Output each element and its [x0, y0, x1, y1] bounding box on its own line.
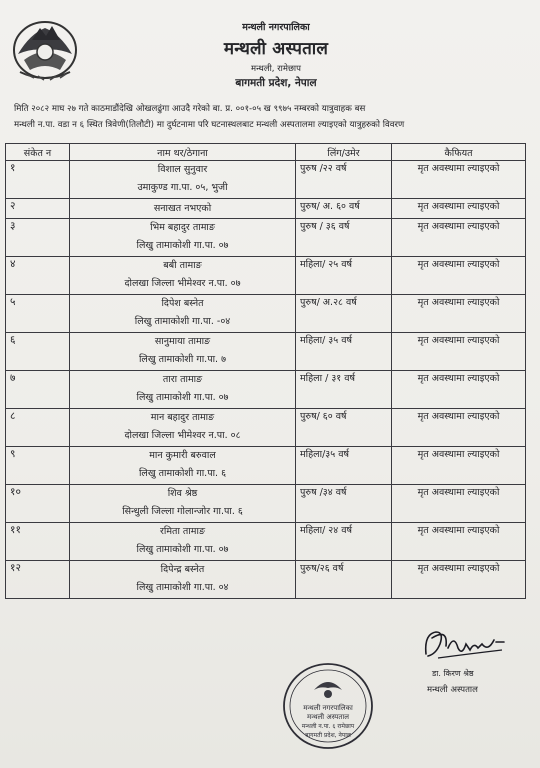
row-name: विशाल सुनुवार [157, 164, 208, 175]
row-gender-age: पुरुष/ ६० वर्ष [296, 409, 392, 447]
row-remarks: मृत अवस्थामा ल्याइएको [392, 485, 526, 523]
intro-line-1: मिति २०८२ माघ २७ गते काठमाडौंदेखि ओखलढुंगा आउदै गरेको बा. प्र. ००१-०५ ख ९९७५ नम्बरको यात्रुवाहक बस [14, 104, 366, 114]
row-name: रमिता तामाङ [160, 526, 205, 537]
row-name: भिम बहादुर तामाङ [150, 222, 215, 233]
header-name: नाम थर/ठेगाना [70, 144, 296, 161]
official-stamp [280, 660, 376, 752]
table-row [6, 295, 526, 333]
row-name: बबी तामाङ [163, 260, 202, 271]
row-name-address [70, 219, 296, 257]
table-row [6, 257, 526, 295]
row-sn: १ [6, 161, 70, 199]
row-remarks: मृत अवस्थामा ल्याइएको [392, 561, 526, 599]
header-remarks: कैफियत [392, 144, 526, 161]
table-row [6, 447, 526, 485]
table-row [6, 409, 526, 447]
row-name: मान बहादुर तामाङ [150, 412, 215, 423]
row-address: उमाकुण्ड गा.पा. ०५, भुजी [137, 182, 228, 193]
header-age: लिंग/उमेर [296, 144, 392, 161]
table-row [6, 199, 526, 219]
row-sn: ६ [6, 333, 70, 371]
row-remarks: मृत अवस्थामा ल्याइएको [392, 409, 526, 447]
row-remarks: मृत अवस्थामा ल्याइएको [392, 523, 526, 561]
row-address: लिखु तामाकोशी गा.पा. ०४ [136, 582, 229, 593]
row-gender-age: महिला / ३१ वर्ष [296, 371, 392, 409]
row-name: दिपेन्द्र बस्नेत [160, 564, 205, 575]
row-gender-age: महिला/ ३५ वर्ष [296, 333, 392, 371]
table-row [6, 219, 526, 257]
row-gender-age: पुरुष / ३६ वर्ष [296, 219, 392, 257]
row-sn: ४ [6, 257, 70, 295]
row-sn: ८ [6, 409, 70, 447]
row-name: तारा तामाङ [162, 374, 203, 385]
row-name-address [70, 161, 296, 199]
row-remarks: मृत अवस्थामा ल्याइएको [392, 447, 526, 485]
row-sn: १२ [6, 561, 70, 599]
row-gender-age: महिला/३५ वर्ष [296, 447, 392, 485]
row-name: सानुमाया तामाङ [154, 336, 211, 347]
row-gender-age: पुरुष/ अ.२८ वर्ष [296, 295, 392, 333]
row-sn: १० [6, 485, 70, 523]
casualty-table [5, 143, 526, 599]
signatory-title: मन्थली अस्पताल [427, 685, 478, 695]
row-name-address [70, 447, 296, 485]
signature-mark [418, 624, 510, 664]
row-address: दोलखा जिल्ला भीमेश्वर न.पा. ०८ [124, 430, 241, 441]
row-remarks: मृत अवस्थामा ल्याइएको [392, 295, 526, 333]
row-name-address [70, 485, 296, 523]
intro-line-2: मन्थली न.पा. वडा न ६ स्थित त्रिवेणी(तिलौटी) मा दुर्घटनामा परि घटनास्थलबाट मन्थली अस्पतालमा ल्याइएको यात्रुहरुको विवरण [14, 120, 405, 130]
row-gender-age: पुरुष/ अ. ६० वर्ष [296, 199, 392, 219]
row-name-address [70, 523, 296, 561]
row-gender-age: पुरुष/२६ वर्ष [296, 561, 392, 599]
row-address: लिखु तामाकोशी गा.पा. ०७ [136, 392, 229, 403]
row-address: लिखु तामाकोशी गा.पा. ०७ [136, 240, 229, 251]
row-remarks: मृत अवस्थामा ल्याइएको [392, 333, 526, 371]
row-name: मान कुमारी बरुवाल [149, 450, 216, 461]
row-name-address [70, 409, 296, 447]
hospital-address: मन्थली, रामेछाप [251, 64, 301, 74]
svg-text:मन्थली न.पा. ६ रामेछाप: मन्थली न.पा. ६ रामेछाप [301, 723, 355, 730]
table-row [6, 371, 526, 409]
row-sn: २ [6, 199, 70, 219]
table-row [6, 333, 526, 371]
row-sn: ११ [6, 523, 70, 561]
row-sn: ३ [6, 219, 70, 257]
table-row [6, 161, 526, 199]
row-remarks: मृत अवस्थामा ल्याइएको [392, 219, 526, 257]
table-row [6, 561, 526, 599]
row-remarks: मृत अवस्थामा ल्याइएको [392, 257, 526, 295]
row-name-address [70, 199, 296, 219]
row-name: शिव श्रेष्ठ [167, 488, 198, 499]
row-name-address [70, 371, 296, 409]
svg-text:बागमती प्रदेश, नेपाल: बागमती प्रदेश, नेपाल [305, 732, 351, 739]
row-remarks: मृत अवस्थामा ल्याइएको [392, 161, 526, 199]
row-gender-age: महिला/ २५ वर्ष [296, 257, 392, 295]
row-address: दोलखा जिल्ला भीमेश्वर न.पा. ०७ [124, 278, 241, 289]
header-sn: संकेत न [6, 144, 70, 161]
row-sn: ७ [6, 371, 70, 409]
row-sn: ९ [6, 447, 70, 485]
row-sn: ५ [6, 295, 70, 333]
row-name-address [70, 333, 296, 371]
row-address: लिखु तामाकोशी गा.पा. ७ [138, 354, 227, 365]
row-gender-age: पुरुष /३४ वर्ष [296, 485, 392, 523]
row-address: लिखु तामाकोशी गा.पा. ०७ [136, 544, 229, 555]
row-name-address [70, 295, 296, 333]
svg-text:मन्थली नगरपालिका: मन्थली नगरपालिका [303, 704, 353, 712]
row-name-address [70, 257, 296, 295]
row-name: दिपेश बस्नेत [161, 298, 204, 309]
row-remarks: मृत अवस्थामा ल्याइएको [392, 199, 526, 219]
row-remarks: मृत अवस्थामा ल्याइएको [392, 371, 526, 409]
row-name: सनाखत नभएको [153, 203, 212, 214]
row-address: लिखु तामाकोशी गा.पा. ६ [138, 468, 227, 479]
signatory-name: डा. किरण श्रेष्ठ [432, 669, 474, 678]
row-name-address [70, 561, 296, 599]
province-name: बागमती प्रदेश, नेपाल [235, 77, 317, 89]
table-header-row [6, 144, 526, 161]
row-address: सिन्धुली जिल्ला गोलान्जोर गा.पा. ६ [122, 506, 243, 517]
row-gender-age: पुरुष /२२ वर्ष [296, 161, 392, 199]
hospital-name: मन्थली अस्पताल [223, 39, 329, 59]
svg-text:मन्थली अस्पताल: मन्थली अस्पताल [307, 713, 349, 721]
table-row [6, 485, 526, 523]
row-address: लिखु तामाकोशी गा.पा. -०४ [134, 316, 231, 327]
row-gender-age: महिला/ २४ वर्ष [296, 523, 392, 561]
municipality-name: मन्थली नगरपालिका [242, 22, 310, 33]
table-row [6, 523, 526, 561]
